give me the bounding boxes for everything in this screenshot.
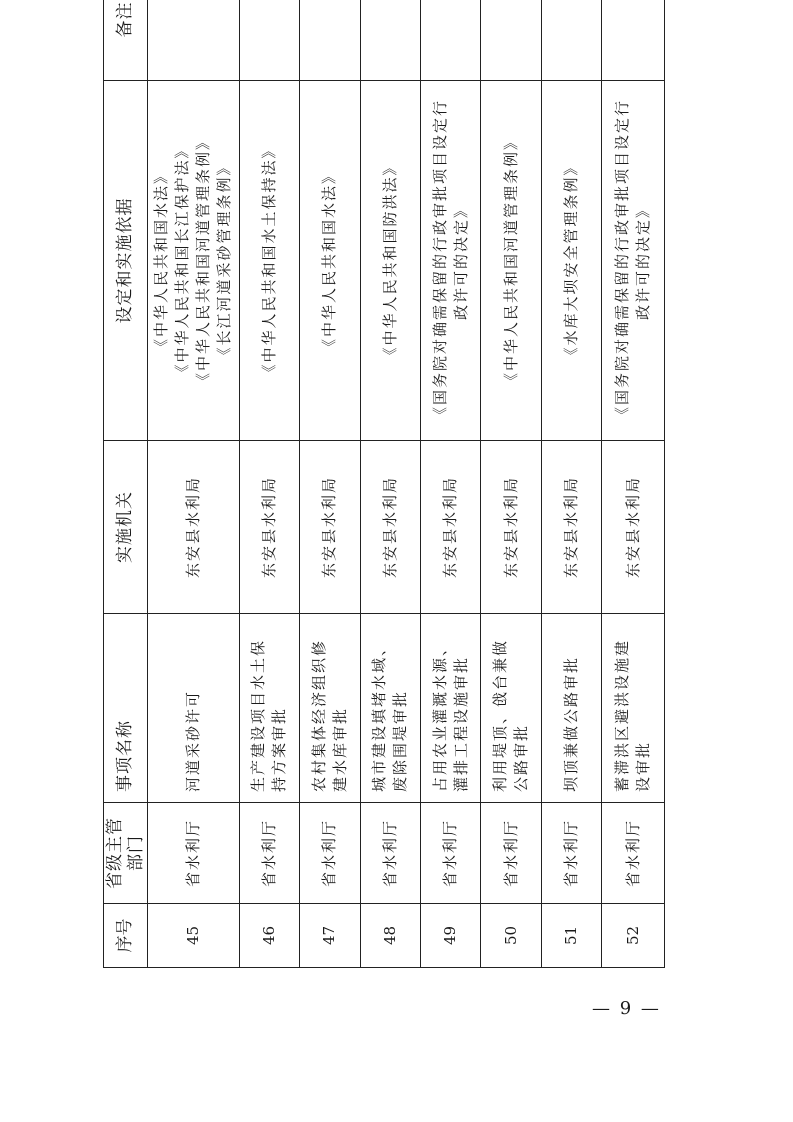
cell-dept: 省水利厅 [602,803,665,904]
table-header-row [104,0,148,968]
cell-org: 东安县水利局 [481,441,541,614]
table-row [360,0,420,968]
cell-note [541,0,601,81]
cell-basis [481,81,541,441]
header-name: 事项名称 [104,614,148,803]
cell-note [481,0,541,81]
basis-line: 《中华人民共和国河道管理条例》 [501,133,520,389]
cell-org: 东安县水利局 [602,441,665,614]
approval-items-table [103,0,665,968]
cell-name: 占用农业灌溉水源、灌排工程设施审批 [421,614,481,803]
cell-num: 49 [421,904,481,968]
cell-basis [541,81,601,441]
basis-line: 《国务院对确需保留的行政审批项目设定行政许可的决定》 [613,99,653,423]
header-basis: 设定和实施依据 [104,81,148,441]
page-number: — 9 — [592,998,661,1019]
cell-dept: 省水利厅 [421,803,481,904]
cell-num: 52 [602,904,665,968]
cell-dept: 省水利厅 [300,803,360,904]
basis-line: 《中华人民共和国水土保持法》 [259,141,278,380]
cell-note [360,0,420,81]
cell-basis [602,81,665,441]
cell-dept: 省水利厅 [360,803,420,904]
cell-name: 利用堤顶、戗台兼做公路审批 [481,614,541,803]
header-org: 实施机关 [104,441,148,614]
basis-line: 《中华人民共和国水法》 [320,167,339,355]
cell-note [602,0,665,81]
basis-line: 《中华人民共和国防洪法》 [380,158,399,363]
cell-basis [148,81,240,441]
cell-name: 蓄滞洪区避洪设施建设审批 [602,614,665,803]
table-row [239,0,299,968]
cell-name: 城市建设填堵水域、废除围堤审批 [360,614,420,803]
cell-org: 东安县水利局 [300,441,360,614]
cell-num: 47 [300,904,360,968]
basis-line: 《中华人民共和国长江保护法》 [173,141,192,380]
cell-basis [239,81,299,441]
cell-name: 农村集体经济组织修建水库审批 [300,614,360,803]
table-row [421,0,481,968]
cell-num: 51 [541,904,601,968]
cell-dept: 省水利厅 [148,803,240,904]
cell-org: 东安县水利局 [541,441,601,614]
header-note: 备注 [104,0,148,81]
cell-org: 东安县水利局 [421,441,481,614]
table-body [148,0,665,968]
cell-name: 生产建设项目水土保持方案审批 [239,614,299,803]
cell-basis [360,81,420,441]
basis-line: 《国务院对确需保留的行政审批项目设定行政许可的决定》 [430,99,470,423]
table-row [300,0,360,968]
table-row [148,0,240,968]
rotated-table-wrapper [103,1,665,968]
cell-note [148,0,240,81]
table-row [541,0,601,968]
table-row [602,0,665,968]
cell-num: 50 [481,904,541,968]
cell-basis [421,81,481,441]
cell-num: 46 [239,904,299,968]
cell-dept: 省水利厅 [541,803,601,904]
basis-line: 《中华人民共和国水法》 [152,167,171,355]
header-num: 序号 [104,904,148,968]
table-row [481,0,541,968]
cell-note [239,0,299,81]
header-dept: 省级主管部门 [104,803,148,904]
basis-line: 《水库大坝安全管理条例》 [562,158,581,363]
cell-dept: 省水利厅 [239,803,299,904]
basis-line: 《中华人民共和国河道管理条例》 [194,133,213,389]
basis-line: 《长江河道采砂管理条例》 [215,158,234,363]
cell-name: 坝顶兼做公路审批 [541,614,601,803]
cell-dept: 省水利厅 [481,803,541,904]
cell-org: 东安县水利局 [148,441,240,614]
cell-note [300,0,360,81]
cell-basis [300,81,360,441]
cell-name: 河道采砂许可 [148,614,240,803]
cell-num: 48 [360,904,420,968]
cell-org: 东安县水利局 [239,441,299,614]
cell-note [421,0,481,81]
cell-org: 东安县水利局 [360,441,420,614]
cell-num: 45 [148,904,240,968]
